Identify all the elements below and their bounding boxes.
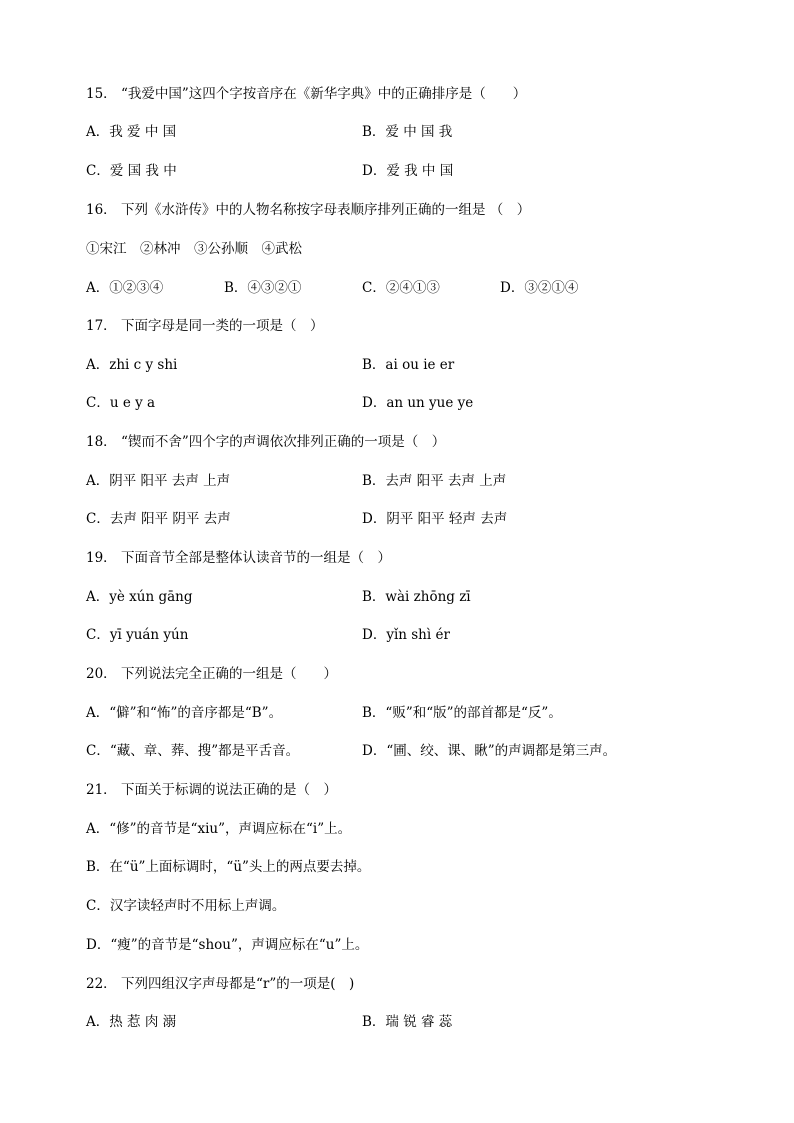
q22-option-a: A．热 惹 肉 溺 [86, 1014, 177, 1030]
question-15 [86, 84, 526, 104]
q16-option-b: B．④③②① [224, 280, 302, 296]
q15-option-b: B．爱 中 国 我 [362, 124, 453, 140]
q20-option-a: A．“僻”和“怖”的音序都是“B”。 [86, 705, 283, 721]
q20-option-c: C．“藏、章、葬、搜”都是平舌音。 [86, 743, 300, 759]
question-number: 20． [86, 666, 117, 682]
question-number: 22． [86, 976, 117, 992]
question-19 [86, 548, 391, 568]
question-stem: 下面字母是同一类的一项是（ ） [120, 318, 324, 334]
q18-option-b: B．去声 阳平 去声 上声 [362, 473, 507, 489]
q20-option-b: B．“贩”和“版”的部首都是“反”。 [362, 705, 562, 721]
question-stem: 下面音节全部是整体认读音节的一组是（ ） [120, 550, 391, 566]
question-21 [86, 780, 337, 800]
question-number: 16． [86, 202, 117, 218]
q15-option-d: D．爱 我 中 国 [362, 163, 454, 179]
q18-option-a: A．阴平 阳平 去声 上声 [86, 473, 231, 489]
q22-option-b: B．瑞 锐 睿 蕊 [362, 1014, 453, 1030]
question-stem: 下面关于标调的说法正确的是（ ） [120, 782, 337, 798]
question-number: 15． [86, 86, 117, 102]
question-17 [86, 316, 323, 336]
q19-option-b: B．wài zhōng zī [362, 589, 471, 605]
question-stem: 下列《水浒传》中的人物名称按字母表顺序排列正确的一组是 （ ） [120, 202, 531, 218]
q17-option-d: D．an un yue ye [362, 395, 474, 411]
q19-option-a: A．yè xún gāng [86, 589, 193, 605]
q18-option-c: C．去声 阳平 阴平 去声 [86, 511, 231, 527]
q20-option-d: D．“圃、绞、课、瞅”的声调都是第三声。 [362, 743, 617, 759]
question-16 [86, 200, 530, 220]
question-number: 19． [86, 550, 117, 566]
q19-option-c: C．yī yuán yún [86, 627, 189, 643]
q16-candidates: ①宋江 ②林冲 ③公孙顺 ④武松 [86, 241, 302, 257]
q21-option-a: A．“修”的音节是“xiu”，声调应标在“i”上。 [86, 821, 352, 837]
q16-option-a: A．①②③④ [86, 280, 164, 296]
q15-option-c: C．爱 国 我 中 [86, 163, 177, 179]
question-18 [86, 432, 445, 452]
q16-option-c: C．②④①③ [362, 280, 440, 296]
question-20 [86, 664, 337, 684]
question-stem: “我爱中国”这四个字按音序在《新华字典》中的正确排序是（ ） [120, 86, 527, 102]
question-number: 17． [86, 318, 117, 334]
question-stem: 下列说法完全正确的一组是（ ） [120, 666, 337, 682]
q17-option-c: C．u e y a [86, 395, 156, 411]
question-22 [86, 974, 354, 994]
q16-option-d: D．③②①④ [500, 280, 579, 296]
q21-option-c: C．汉字读轻声时不用标上声调。 [86, 898, 286, 914]
q17-option-b: B．ai ou ie er [362, 357, 455, 373]
question-stem: 下列四组汉字声母都是“r”的一项是( ) [120, 976, 355, 992]
q18-option-d: D．阴平 阳平 轻声 去声 [362, 511, 508, 527]
q21-option-b: B．在“ü”上面标调时，“ü”头上的两点要去掉。 [86, 859, 371, 875]
question-number: 18． [86, 434, 117, 450]
q15-option-a: A．我 爱 中 国 [86, 124, 177, 140]
q17-option-a: A．zhi c y shi [86, 357, 178, 373]
question-stem: “锲而不舍”四个字的声调依次排列正确的一项是（ ） [120, 434, 446, 450]
q19-option-d: D．yǐn shì ér [362, 627, 450, 643]
q21-option-d: D．“瘦”的音节是“shou”，声调应标在“u”上。 [86, 937, 369, 953]
question-number: 21． [86, 782, 117, 798]
